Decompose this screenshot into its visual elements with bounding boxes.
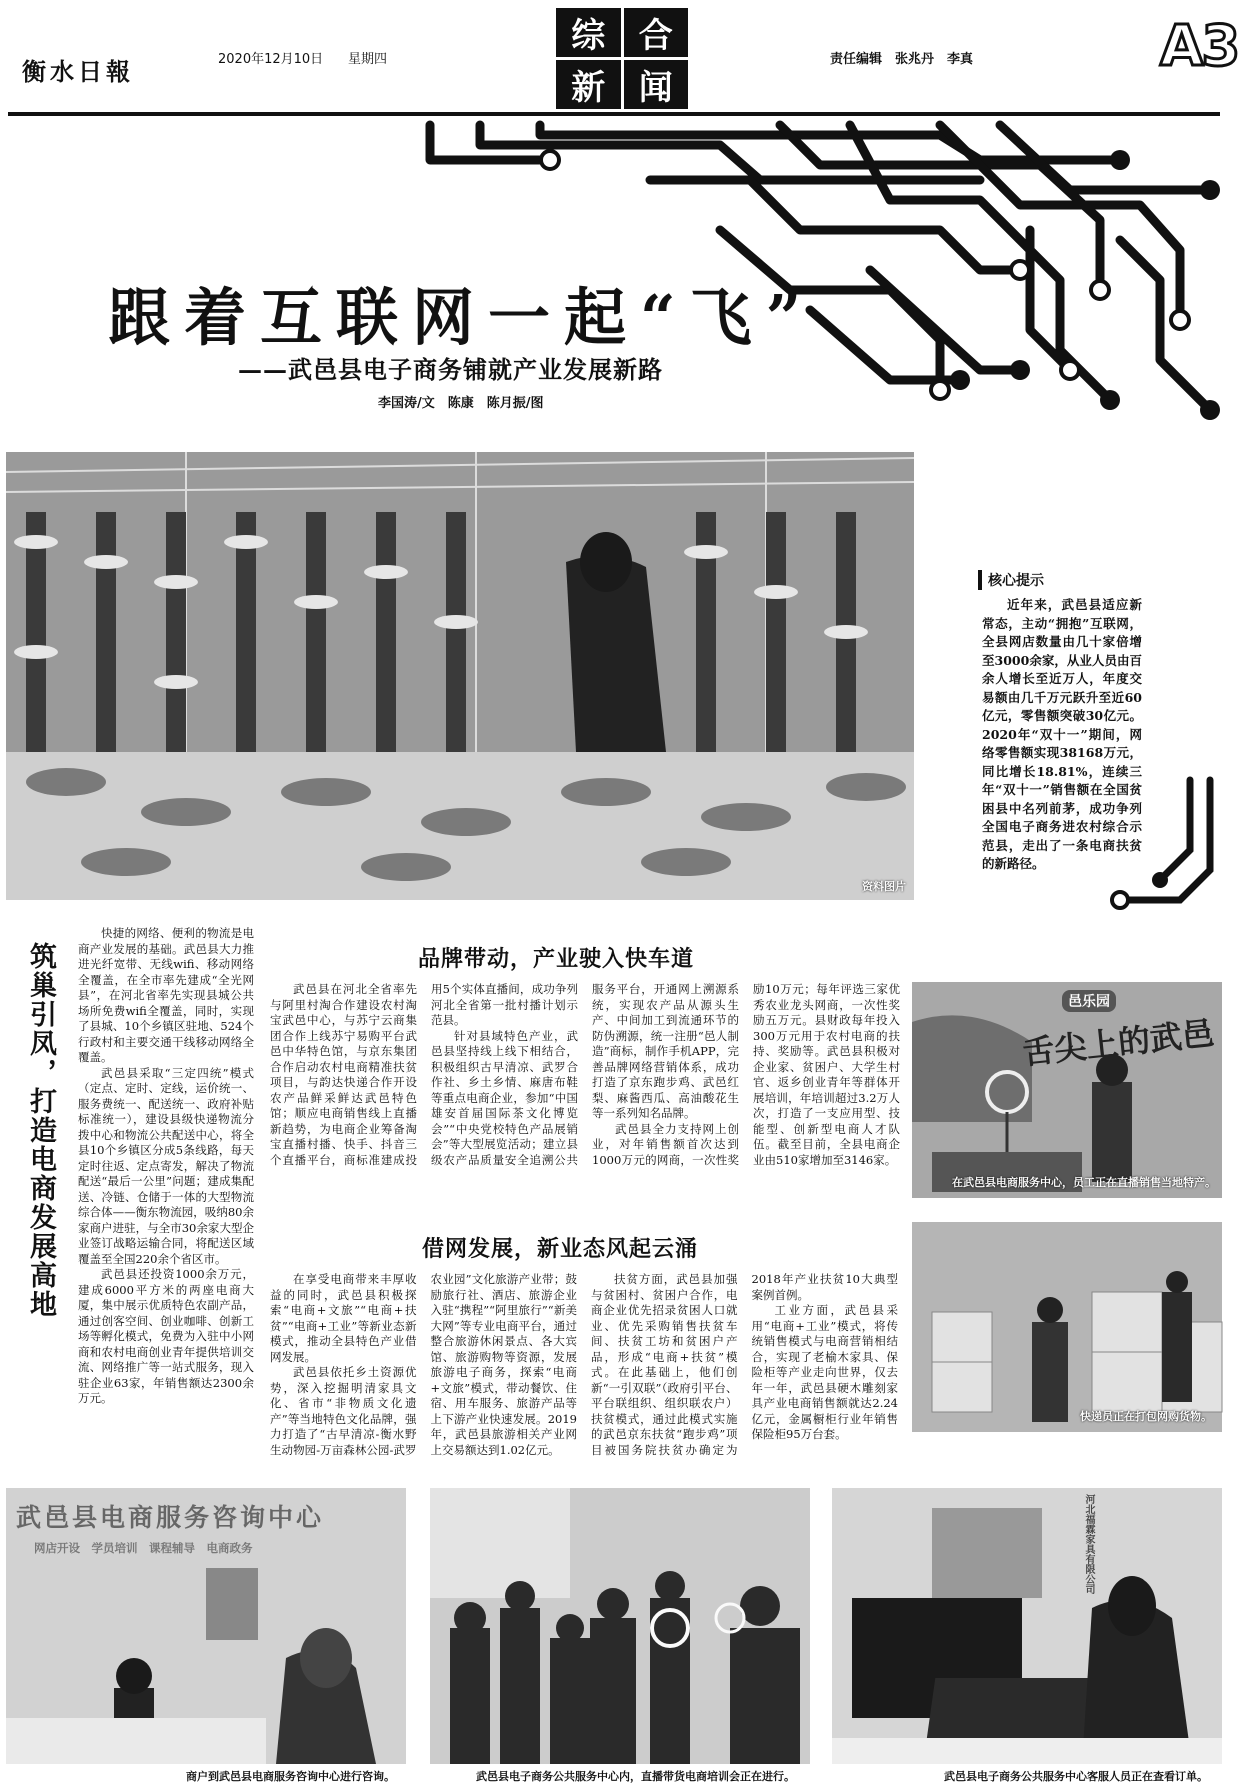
bottom-photo-consultation [6, 1488, 406, 1764]
photo-sign-small: 邑乐园 [1062, 990, 1116, 1012]
section1-vertical-title: 筑巢引凤，打造电商发展高地 [25, 942, 56, 1319]
issue-date: 2020年12月10日 [218, 52, 324, 67]
section-char: 综 [556, 8, 621, 57]
responsible-editors: 责任编辑 张兆丹 李真 [830, 52, 974, 67]
page-number: A3 [1160, 14, 1238, 79]
sidebar-text: 近年来，武邑县适应新常态，主动“拥抱”互联网，全县网店数量由几十家倍增至3000余家，从业人员由百余人增长至近万人，年度交易额由几千万元跃升至近60亿元，零售额突破30亿元。2020年“双十一”期间，网络零售额实现38168万元，同比增长18.81%，连续三年“双十一”销售额在全国贫困县中名列前茅，成功争列全国电子商务进农村综合示范县，走出了一条电商扶贫的新路径。 [982, 597, 1142, 871]
section3-columns [270, 1272, 898, 1472]
bottom-caption: 商户到武邑县电商服务咨询中心进行咨询。 [186, 1770, 395, 1783]
bottom-photo-customer-service [832, 1488, 1222, 1764]
training-illustration [430, 1488, 810, 1764]
photo-sign-sub: 网店开设 学员培训 课程辅导 电商政务 [34, 1541, 253, 1555]
paragraph: 武邑县采取“三定四统”模式（定点、定时、定线，运价统一、服务费统一、配送统一、政府补贴标准统一），建设县级快递物流分拨中心和物流公共配送中心，将全县10个乡镇区分成5条线路，每天定时往返、定点寄发，解决了物流配送“最后一公里”问题；建成集配送、冷链、仓储于一体的大型物流综合体——衡东物流园，吸纳80余家商户进驻，与全市30余家大型企业签订战略运输合同，将配送区域覆盖至全国220余个省区市。 [78, 1065, 254, 1266]
photo-caption: 快递员正在打包网购货物。 [1080, 1410, 1212, 1423]
section-char: 新 [556, 60, 621, 109]
photo-livestream [912, 982, 1222, 1198]
bottom-caption: 武邑县电子商务公共服务中心内，直播带货电商培训会正在进行。 [476, 1770, 795, 1783]
section-char: 合 [624, 8, 689, 57]
section3-title: 借网发展，新业态风起云涌 [422, 1236, 699, 1262]
paragraph: 在享受电商带来丰厚收益的同时，武邑县积极探索“电商+文旅”“电商+扶贫”“电商+工业”等新业态新模式，推动全县特色产业借网发展。 [270, 1272, 417, 1364]
photo-credit: 资料图片 [862, 880, 906, 893]
paragraph: 快捷的网络、便利的物流是电商产业发展的基础。武邑县大力推进光纤宽带、无线wifi、移动网络全覆盖，在全市率先建成“全光网县”，在河北省率先实现县城公共场所免费wifi全覆盖，同时，实现了县城、10个乡镇区驻地、524个行政村和主要交通干线移动网络全覆盖。 [78, 926, 254, 1064]
issue-weekday: 星期四 [348, 52, 388, 67]
photo-sign: 舌尖上的武邑 [1020, 1014, 1216, 1072]
section3-left-block [6, 1272, 252, 1452]
customer-service-illustration [832, 1488, 1222, 1764]
paragraph: 武邑县依托乡土资源优势，深入挖掘明清家具文化、省市“非物质文化遗产”等当地特色文化品牌，强力打造了“古早清凉-衡水野生动物园-万亩森林公园-武罗农业园”文化旅游产业带；鼓励旅行社、酒店、旅游企业入驻“携程”“阿里旅行”“新美大网”等专业电商平台，通过整合旅游休闲景点、各大宾馆、旅游购物等资源，发展旅游电子商务，探索“电商+文旅”模式，带动餐饮、住宿、用车服务、旅游产品等上下游产业快速发展。2019年，武邑县旅游相关产业网上交易额达到1.02亿元。 [270, 1272, 577, 1457]
paragraph: 工业方面，武邑县采用“电商+工业”模式，将传统销售模式与电商营销相结合，实现了老榆木家具、保险柜等产业走向世界，仅去年一年，武邑县硬木雕刻家具产业电商销售额就达2.24亿元，金属橱柜行业年销售保险柜95万台套。 [751, 1303, 898, 1441]
bottom-caption: 武邑县电子商务公共服务中心客服人员正在查看订单。 [944, 1770, 1208, 1783]
photo-sign: 河北福霖家具有限公司 [1083, 1494, 1094, 1594]
bottom-photo-training [430, 1488, 810, 1764]
paragraph: 扶贫方面，武邑县加强与贫困村、贫困户合作，电商企业优先招录贫困人口就业、优先采购销售扶贫车间、扶贫工坊和贫困户产品，形成“电商+扶贫”模式。在此基础上，他们创新“一引双联”（政府引平台、平台联组织、组织联农户）扶贫模式，通过此模式实施的武邑京东扶贫“跑步鸡”项目被国务院扶贫办确定为2018年产业扶贫10大典型案例首例。 [591, 1272, 898, 1457]
byline: 李国涛/文 陈康 陈月振/图 [378, 396, 544, 411]
greenhouse-illustration [6, 452, 914, 900]
warehouse-illustration [912, 1222, 1222, 1432]
main-photo-greenhouse [6, 452, 914, 900]
paper-name: 衡水日報 [22, 57, 134, 86]
paragraph: 武邑县全力支持网上创业，对年销售额首次达到1000万元的网商，一次性奖励10万元；每年评选三家优秀农业龙头网商，一次性奖励五万元。县财政每年投入300万元用于农村电商的扶持、奖励等。武邑县积极对企业家、贫困户、大学生村官、返乡创业青年等群体开展培训，年培训超过3.2万人次，打造了一支应用型、技能型、创新型电商人才队伍。截至目前，全县电商企业由510家增加至3146家。 [592, 982, 900, 1167]
section3-area [6, 1272, 900, 1472]
paragraph: 武邑县在河北全省率先与阿里村淘合作建设农村淘宝武邑中心，与苏宁云商集团合作上线苏宁易购平台武邑中华特色馆，与京东集团合作启动农村电商精准扶贫项目，与韵达快递合作开设农产品鲜采鲜达武邑特色馆；顺应电商销售线上直播新趋势，为电商企业筹备淘宝直播村播、快手、抖音三个直播平台，商标准建成投用5个实体直播间，成功争列河北全省第一批村播计划示范县。 [270, 982, 578, 1167]
paragraph: 武邑县还投资1000余万元，建成6000平方米的两座电商大厦，集中展示优质特色农副产品，通过创客空间、创业咖啡、创新工场等孵化模式，免费为入驻中小网商和农村电商创业青年提供培训交流、网络推广等一站式服务，现入驻企业63家，年销售额达2300余万元。 [78, 1267, 254, 1405]
section-char: 闻 [624, 60, 689, 109]
section2-columns [270, 982, 900, 1192]
section2-title: 品牌带动，产业驶入快车道 [418, 946, 695, 972]
headline-subtitle: ——武邑县电子商务铺就产业发展新路 [238, 355, 663, 384]
photo-caption: 在武邑县电商服务中心，员工正在直播销售当地特产。 [952, 1176, 1216, 1189]
masthead-rule [8, 112, 1220, 116]
photo-warehouse [912, 1222, 1222, 1432]
sidebar-title: 核心提示 [978, 570, 1044, 590]
paragraph: 针对县域特色产业，武邑县坚持线上线下相结合，积极组织古早清凉、武罗合作社、乡土乡情、麻唐布鞋等重点电商企业，参加“中国雄安首届国际茶文化博览会”“中央党校特色产品展销会”等大型展览活动；建立县级农产品质量安全追溯公共服务平台，开通网上溯源系统，实现农产品从源头生产、中间加工到流通环节的防伪溯源，统一注册“邑人制造”商标，制作手机APP，完善品牌网络营销体系，成功打造了京东跑步鸡、武邑红梨、麻酱西瓜、高油酸花生等一系列知名品牌。 [431, 982, 739, 1167]
section-name-block [556, 8, 688, 108]
photo-sign: 武邑县电商服务咨询中心 [16, 1503, 325, 1532]
headline-title: 跟着互联网一起“飞” [108, 281, 816, 354]
